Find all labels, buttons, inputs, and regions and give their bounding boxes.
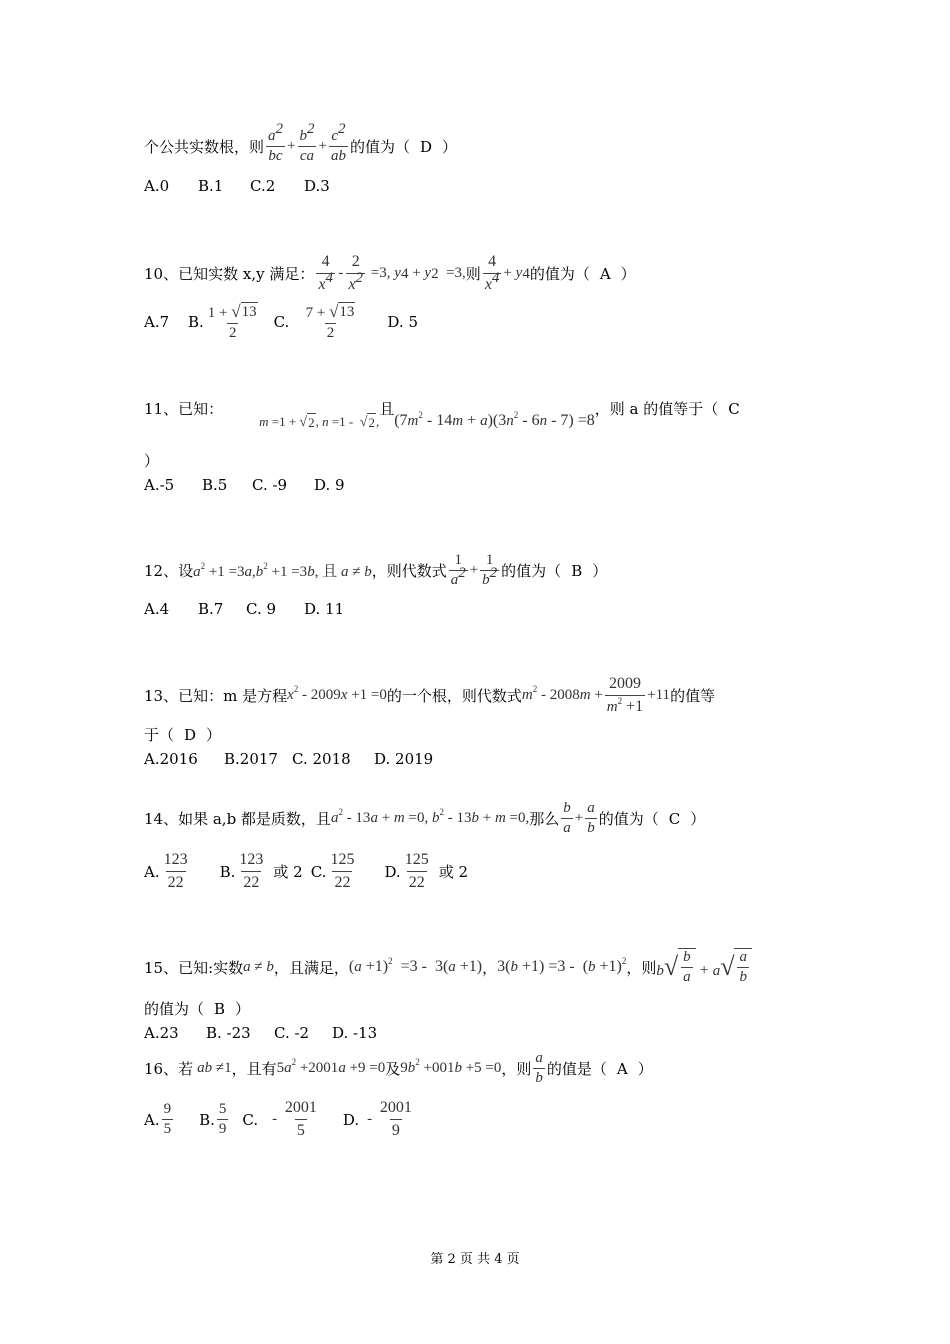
question-10-tail: 的值为（: [529, 265, 590, 283]
question-9-options: [144, 177, 330, 195]
target-expression: b √ $\frac{b}{a}$ + a √ $\frac{a}{b}$: [656, 948, 752, 986]
equation-2: $9b^2 +001b +5 =0$: [400, 1057, 502, 1076]
question-12-close: ）: [592, 562, 608, 580]
option-d-extra: 或 2: [438, 863, 469, 881]
fraction-a-over-b: $\frac{a}{b}$: [535, 1050, 543, 1086]
fraction-7-plus-sqrt13-over-2: 7 + √ 13 2: [305, 302, 355, 341]
condition-equations: $a^2 - 13a + m =0$, $b^2 - 13b + m =0$,: [330, 807, 530, 826]
question-15-text: 15、已知:实数: [144, 958, 244, 977]
question-14-stem: 14、如果 a,b 都是质数，且 $a^2 - 13a + m =0$, $b^2 - 13b + m =0$, 那么 $\frac{b}{a}$ + $\frac{a}{b}$ 的值为（ C ）: [144, 800, 706, 836]
question-12-tail: 的值为（: [501, 562, 562, 580]
option-b: B.: [199, 1110, 215, 1129]
fraction-2001-over-9: $\frac{2001}{9}$: [379, 1099, 412, 1139]
question-9-text: 个公共实数根，则: [144, 138, 265, 156]
question-10-answer: A: [599, 264, 611, 283]
question-13-stem: 13、已知：m 是方程 $x^2 - 2009x +1 =0$ 的一个根，则代数式 $m^2 - 2008m$ + $\frac{2009}{m^2 +1}$ +11 的值等: [144, 675, 716, 715]
question-13-mid: 的一个根，则代数式: [386, 687, 522, 705]
option-b: B.1: [198, 177, 224, 195]
fraction-2-over-x2: $\frac{2}{x^2}$: [348, 253, 364, 293]
option-a: A.: [144, 862, 160, 881]
question-12-mid: ，则代数式: [371, 562, 447, 580]
option-d: D. 5: [387, 313, 418, 331]
option-c: C. 9: [246, 600, 277, 618]
question-10-text: 10、已知实数 x,y 满足：: [144, 265, 315, 283]
option-d: D. 9: [314, 476, 345, 494]
question-16-text: 16、若: [144, 1060, 194, 1078]
fraction-b-over-a: $\frac{b}{a}$: [563, 800, 571, 836]
question-14-answer: C: [668, 809, 681, 828]
condition-equations: $a^2 +1 =3a,b^2 +1 =3b$, 且 a ≠ b: [193, 561, 372, 580]
m-n-definition: m =1 + √ 2 , n =1 - √ 2 ,: [259, 413, 379, 433]
question-9-tail: 的值为（: [349, 138, 410, 156]
option-d: D. 11: [304, 600, 345, 618]
fraction-c2-over-ab: $\frac{c^2}{ab}$: [330, 121, 346, 164]
fraction-123-over-22: $\frac{123}{22}$: [239, 851, 264, 891]
option-a: A.0: [144, 177, 170, 195]
option-c: C.: [273, 313, 290, 331]
fraction-125-over-22: $\frac{125}{22}$: [404, 851, 429, 891]
question-16-stem: 16、若 ab ≠1 ，且有 $5a^2 +2001a +9 =0$ 及 $9b^2 +001b +5 =0$ ，则 $\frac{a}{b}$ 的值是（ A ）: [144, 1050, 653, 1086]
option-c: C.2: [250, 177, 276, 195]
question-10-options: [144, 302, 418, 342]
question-11-tail: ，则 a 的值等于（: [594, 400, 719, 418]
question-14-options: [144, 850, 468, 893]
fraction-1-plus-sqrt13-over-2: 1 + √ 13 2: [207, 302, 257, 341]
option-d: D.: [384, 862, 401, 881]
question-14-close: ）: [690, 810, 706, 828]
question-13-tail2: 于（: [144, 726, 175, 744]
question-15-close: ）: [235, 1000, 251, 1018]
equation-1: $(a +1)^2 =3 - 3(a +1)$: [348, 956, 483, 975]
question-13-options: [144, 750, 433, 768]
question-15-tail: 的值为（: [144, 1000, 205, 1018]
question-11-text: 11、已知：: [144, 400, 224, 418]
question-15-answer-line: [144, 998, 250, 1019]
product-equation: $(7m^2 - 14m + a)(3n^2 - 6n - 7) =8$: [394, 409, 595, 429]
question-11-stem: [144, 398, 740, 430]
option-a: A.4: [144, 600, 170, 618]
equation-2: $3(b +1) =3 - (b +1)^2$: [497, 956, 627, 975]
question-12-stem: 12、设 $a^2 +1 =3a,b^2 +1 =3b$, 且 a ≠ b ，则代数式 $\frac{1}{a^2}$ + $\frac{1}{b^2}$ 的值为（ B ）: [144, 552, 608, 588]
question-10-mid: 则: [465, 265, 481, 283]
equation-quadratic: $x^2 - 2009x +1 =0$: [287, 684, 387, 703]
option-b: B. -23: [206, 1024, 251, 1042]
option-b: B.: [188, 313, 204, 331]
question-14-text: 14、如果 a,b 都是质数，且: [144, 810, 331, 828]
option-a: A.7: [144, 313, 170, 331]
question-13-close: ）: [206, 726, 222, 744]
fraction-2009-over-m2-plus-1: $\frac{2009}{m^2 +1}$: [606, 675, 644, 715]
option-c: C. -2: [274, 1024, 310, 1042]
question-10-stem: 10、已知实数 x,y 满足： $\frac{4}{x^4}$ - $\frac{2}{x^2}$ =3, y 4 + y 2 =3, 则 $\frac{4}{x^4}$ + y 4 的值为（ A ）: [144, 253, 636, 293]
question-16-mid2: 及: [385, 1060, 401, 1078]
option-c: C.: [242, 1110, 259, 1129]
fraction-4-over-x4: $\frac{4}{x^4}$: [484, 253, 500, 293]
option-c: C. -9: [252, 476, 288, 494]
fraction-1-over-b2: $\frac{1}{b^2}$: [482, 552, 498, 588]
question-15-stem: 15、已知:实数 a ≠ b ，且满足， $(a +1)^2 =3 - 3(a +1)$ ， $3(b +1) =3 - (b +1)^2$ ，则 b √ $\frac{b}{a}$ + a √ $\frac{a}{b}$: [144, 948, 752, 986]
option-a: A.: [144, 1110, 160, 1129]
question-12-options: [144, 600, 344, 618]
fraction-a-over-b: $\frac{a}{b}$: [587, 800, 595, 836]
equation-1: $5a^2 +2001a +9 =0$: [276, 1057, 386, 1076]
question-10-close: ）: [620, 265, 636, 283]
option-b: B.7: [198, 600, 224, 618]
question-16-mid3: ，则: [501, 1060, 532, 1078]
question-16-options: A. $\frac{9}{5}$ B. $\frac{5}{9}$ C. - $\frac{2001}{5}$ D. - $\frac{2001}{9}$: [144, 1099, 412, 1139]
question-15-answer: B: [214, 999, 226, 1018]
question-9-answer: D: [419, 137, 432, 156]
question-14-mid: 那么: [529, 810, 560, 828]
fraction-123-over-22: $\frac{123}{22}$: [163, 851, 188, 891]
question-12-text: 12、设: [144, 562, 194, 580]
question-15-mid: ，且满足，: [273, 958, 349, 977]
question-13-text: 13、已知：m 是方程: [144, 687, 288, 705]
question-16-tail: 的值是（: [546, 1060, 607, 1078]
fraction-a2-over-bc: $\frac{a^2}{bc}$: [268, 121, 284, 164]
option-d: D.3: [304, 177, 330, 195]
question-9-close: ）: [442, 138, 458, 156]
question-13-answer-line: [144, 724, 221, 745]
option-c: C.: [310, 862, 327, 881]
option-d: D. 2019: [374, 750, 434, 768]
question-16-mid: ，且有: [231, 1060, 277, 1078]
fraction-125-over-22: $\frac{125}{22}$: [330, 851, 355, 891]
question-13-answer: D: [184, 725, 197, 744]
question-16-close: ）: [637, 1060, 653, 1078]
question-13-tail: 的值等: [670, 687, 716, 705]
fraction-2001-over-5: $\frac{2001}{5}$: [284, 1099, 317, 1139]
question-11-mid: 且: [379, 400, 395, 418]
question-11-close-line: [144, 450, 159, 471]
option-b: B.: [219, 862, 236, 881]
fraction-9-over-5: $\frac{9}{5}$: [163, 1101, 172, 1137]
option-a: A.23: [144, 1024, 179, 1042]
option-b: B.2017: [224, 750, 278, 768]
fraction-b2-over-ca: $\frac{b^2}{ca}$: [299, 121, 315, 164]
option-a: A.2016: [144, 750, 198, 768]
question-11-answer: C: [728, 399, 740, 418]
question-16-answer: A: [616, 1059, 628, 1078]
option-d: D.: [342, 1110, 360, 1129]
question-9-stem: 个公共实数根，则 $\frac{a^2}{bc}$ + $\frac{b^2}{ca}$ + $\frac{c^2}{ab}$ 的值为（ D ）: [144, 121, 458, 164]
option-b: B.5: [202, 476, 228, 494]
fraction-5-over-9: $\frac{5}{9}$: [218, 1101, 227, 1137]
question-12-answer: B: [571, 561, 583, 580]
option-c: C. 2018: [292, 750, 351, 768]
question-11-close: ）: [144, 452, 160, 470]
page-footer: 第 2 页 共 4 页: [430, 1252, 520, 1267]
question-14-tail: 的值为（: [598, 810, 659, 828]
fraction-1-over-a2: $\frac{1}{a^2}$: [450, 552, 466, 588]
fraction-4-over-x4: $\frac{4}{x^4}$: [318, 253, 333, 293]
option-a: A.-5: [144, 476, 175, 494]
question-11-options: [144, 476, 345, 494]
question-15-mid2: ，则: [626, 958, 657, 977]
option-d: D. -13: [332, 1024, 378, 1042]
option-b-extra: 或 2: [273, 863, 303, 881]
question-15-options: [144, 1024, 377, 1042]
